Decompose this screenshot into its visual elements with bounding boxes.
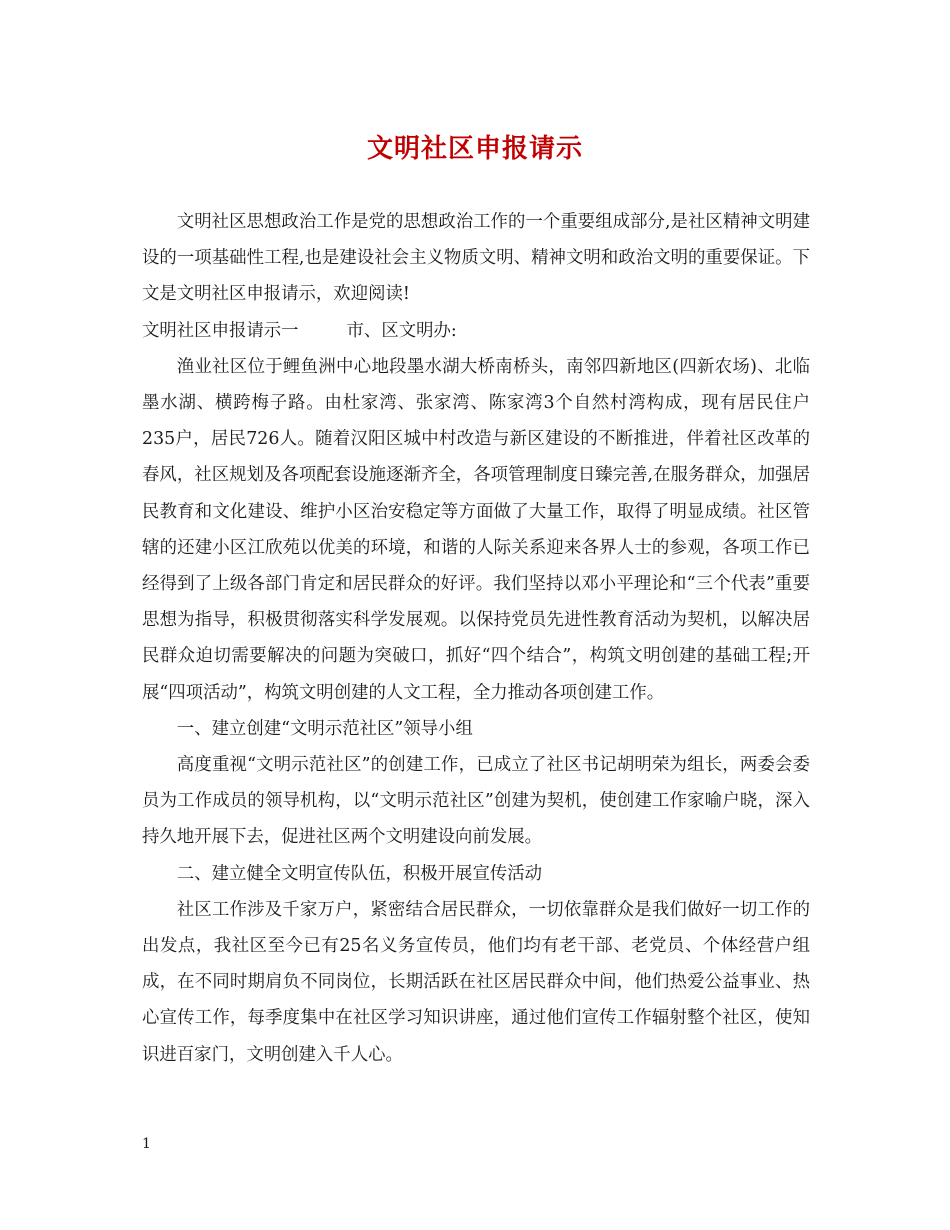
document-title: 文明社区申报请示: [366, 134, 583, 164]
page-number: 1: [142, 1136, 151, 1152]
intro-paragraph: 文明社区思想政治工作是党的思想政治工作的一个重要组成部分,是社区精神文明建设的一项基础性工程,也是建设社会主义物质文明、精神文明和政治文明的重要保证。下文是文明社区申报请示，欢迎阅读!: [142, 212, 810, 305]
subheading-line: [142, 313, 810, 349]
document-body: [142, 204, 810, 1073]
body-paragraph: 高度重视“文明示范社区”的创建工作，已成立了社区书记胡明荣为组长，两委会委员为工作成员的领导机构，以“文明示范社区”创建为契机，使创建工作家喻户晓，深入持久地开展下去，促进社区两个文明建设向前发展。: [142, 755, 810, 848]
subheading-left: 文明社区申报请示一: [142, 320, 299, 341]
subheading-right: 市、区文明办:: [346, 320, 457, 341]
body-paragraph: 社区工作涉及千家万户，紧密结合居民群众，一切依靠群众是我们做好一切工作的出发点，我社区至今已有25名义务宣传员，他们均有老干部、老党员、个体经营户组成，在不同时期肩负不同岗位，长期活跃在社区居民群众中间，他们热爱公益事业、热心宣传工作，每季度集中在社区学习知识讲座，通过他们宣传工作辐射整个社区，使知识进百家门，文明创建入千人心。: [142, 899, 810, 1065]
section-heading-1: 一、建立创建“文明示范社区”领导小组: [176, 718, 473, 739]
section-heading-2: 二、建立健全文明宣传队伍，积极开展宣传活动: [176, 863, 543, 884]
body-paragraph: 渔业社区位于鲤鱼洲中心地段墨水湖大桥南桥头，南邻四新地区(四新农场)、北临墨水湖、横跨梅子路。由杜家湾、张家湾、陈家湾3个自然村湾构成，现有居民住户235户，居民726人。随着汉阳区城中村改造与新区建设的不断推进，伴着社区改革的春风，社区规划及各项配套设施逐渐齐全，各项管理制度日臻完善,在服务群众，加强居民教育和文化建设、维护小区治安稳定等方面做了大量工作，取得了明显成绩。社区管辖的还建小区江欣苑以优美的环境，和谐的人际关系迎来各界人士的参观，各项工作已经得到了上级各部门肯定和居民群众的好评。我们坚持以邓小平理论和“三个代表”重要思想为指导，积极贯彻落实科学发展观。以保持党员先进性教育活动为契机，以解决居民群众迫切需要解决的问题为突破口，抓好“四个结合”，构筑文明创建的基础工程;开展“四项活动”，构筑文明创建的人文工程，全力推动各项创建工作。: [142, 356, 810, 703]
